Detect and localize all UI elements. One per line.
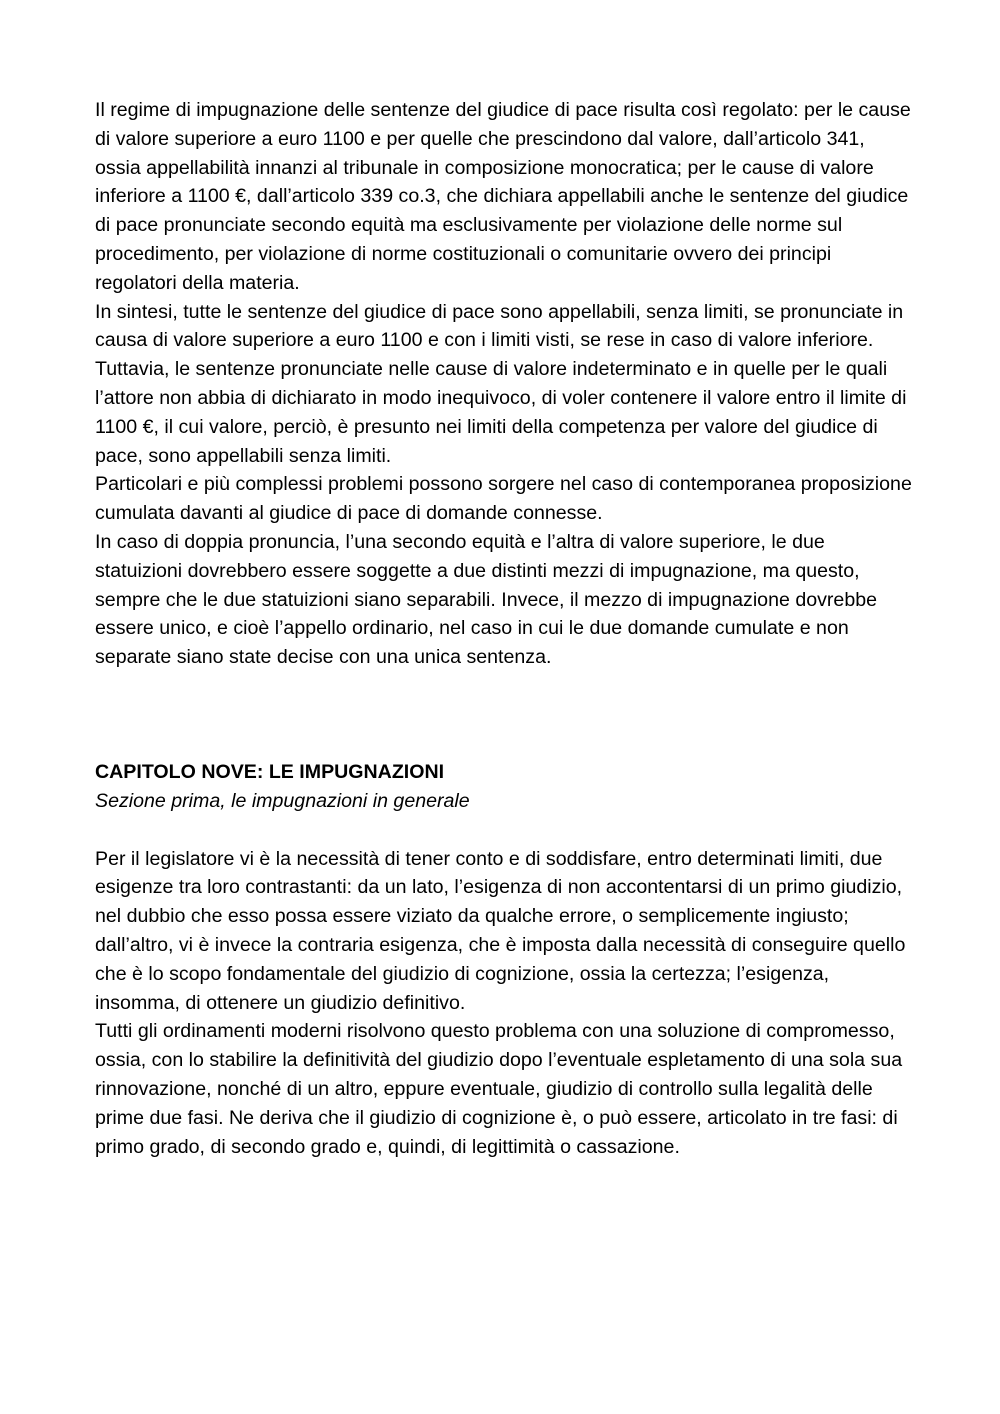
chapter-title: CAPITOLO NOVE: LE IMPUGNAZIONI (95, 760, 445, 783)
paragraph: Tutti gli ordinamenti moderni risolvono questo problema con una soluzione di compromesso, ossia, con lo stabilire la definitività del giudizio dopo l’eventuale espletamento di una sola sua rinnovazione, nonché di un altro, eppure eventuale, giudizio di controllo sulla legalità delle prime due fasi. Ne deriva che il giudizio di cognizione è, o può essere, articolato in tre fasi: di primo grado, di secondo grado e, quindi, di legittimità o cassazione. (95, 1020, 903, 1158)
paragraph: Tuttavia, le sentenze pronunciate nelle cause di valore indeterminato e in quelle per le quali l’attore non abbia di dichiarato in modo inequivoco, di voler contenere il valore entro il limite di 1100 €, il cui valore, perciò, è presunto nei limiti della competenza per valore del giudice di pace, sono appellabili senza limiti. (95, 358, 907, 467)
paragraph: Particolari e più complessi problemi possono sorgere nel caso di contemporanea proposizione cumulata davanti al giudice di pace di domande connesse. (95, 473, 912, 525)
paragraph: Per il legislatore vi è la necessità di tener conto e di soddisfare, entro determinati limiti, due esigenze tra loro contrastanti: da un lato, l’esigenza di non accontentarsi di un primo giudizio, nel dubbio che esso possa essere viziato da qualche errore, o semplicemente ingiusto; dall’altro, vi è invece la contraria esigenza, che è imposta dalla necessità di conseguire quello che è lo scopo fondamentale del giudizio di cognizione, ossia la certezza; l’esigenza, insomma, di ottenere un giudizio definitivo. (95, 847, 906, 1014)
paragraph: In sintesi, tutte le sentenze del giudice di pace sono appellabili, senza limiti, se pronunciate in causa di valore superiore a euro 1100 e con i limiti visti, se rese in caso di valore inferiore. (95, 300, 904, 352)
paragraph: Il regime di impugnazione delle sentenze del giudice di pace risulta così regolato: per le cause di valore superiore a euro 1100 e per quelle che prescindono dal valore, dall’articolo 341, ossia appellabilità innanzi al tribunale in composizione monocratica; per le cause di valore inferiore a 1100 €, dall’articolo 339 co.3, che dichiara appellabili anche le sentenze del giudice di pace pronunciate secondo equità ma esclusivamente per violazione delle norme sul procedimento, per violazione di norme costituzionali o comunitarie ovvero dei principi regolatori della materia. (95, 99, 911, 294)
spacer (95, 672, 915, 758)
spacer (95, 816, 915, 845)
section-title: Sezione prima, le impugnazioni in generale (95, 789, 470, 812)
paragraph: In caso di doppia pronuncia, l’una secondo equità e l’altra di valore superiore, le due statuizioni dovrebbero essere soggette a due distinti mezzi di impugnazione, ma questo, sempre che le due statuizioni siano separabili. Invece, il mezzo di impugnazione dovrebbe essere unico, e cioè l’appello ordinario, nel caso in cui le due domande cumulate e non separate siano state decise con una unica sentenza. (95, 530, 878, 669)
document-page (95, 96, 915, 1161)
